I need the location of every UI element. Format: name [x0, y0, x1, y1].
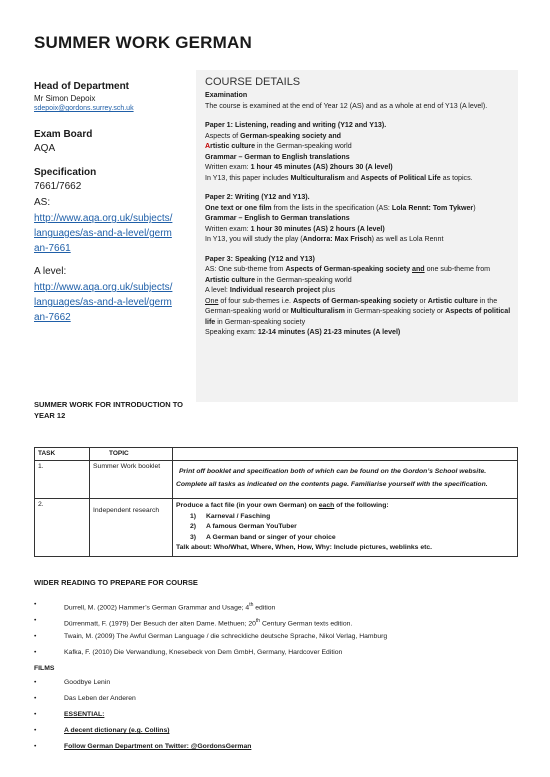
row1-description: Print off booklet and specification both of which can be found on the Gordon’s School website. Complete all tasks as indicated on the contents page. Familiarise yourself with the specification.: [173, 461, 518, 499]
list-item: 3) A German band or singer of your choice: [190, 533, 336, 541]
hod-email-link[interactable]: sdepoix@gordons.surrey.sch.uk: [34, 105, 134, 112]
paper2-line2: Grammar – English to German translations: [205, 214, 350, 222]
row2-number: 2.: [35, 499, 90, 557]
row1-topic: Summer Work booklet: [90, 461, 173, 499]
row1-number: 1.: [35, 461, 90, 499]
paper1-line4: Written exam: 1 hour 45 minutes (AS) 2hours 30 (A level): [205, 163, 393, 171]
col-desc-header: [173, 448, 518, 461]
paper1-title: Paper 1: Listening, reading and writing (Y12 and Y13).: [205, 121, 387, 129]
examination-heading: Examination: [205, 91, 248, 99]
left-column: [34, 80, 184, 325]
as-label: AS:: [34, 197, 51, 208]
exam-board-value: AQA: [34, 143, 56, 154]
list-item: • A decent dictionary (e.g. Collins): [34, 727, 170, 734]
summer-work-heading: SUMMER WORK FOR INTRODUCTION TO YEAR 12: [34, 400, 184, 420]
list-item: • Durrell, M. (2002) Hammer’s German Grammar and Usage; 4th edition: [34, 601, 276, 612]
table-header-row: [35, 448, 518, 461]
essential-label: ESSENTIAL:: [64, 711, 105, 718]
list-item: • ESSENTIAL:: [34, 711, 105, 718]
list-item: • Dürrenmatt, F. (1979) Der Besuch der alten Dame. Methuen; 20th Century German texts edition.: [34, 617, 353, 628]
paper1-line5: In Y13, this paper includes Multiculturalism and Aspects of Political Life as topics.: [205, 173, 473, 182]
films-heading: FILMS: [34, 665, 55, 672]
paper1-line2: Artistic culture in the German-speaking world: [205, 142, 352, 150]
reading-list: [34, 600, 518, 758]
paper3-line4: Speaking exam: 12-14 minutes (AS) 21-23 minutes (A level): [205, 328, 401, 336]
wider-reading-heading: WIDER READING TO PREPARE FOR COURSE: [34, 578, 198, 587]
course-details-body: [205, 90, 511, 338]
row2-description: [173, 499, 518, 557]
col-topic-header: TOPIC: [90, 448, 173, 461]
tasks-table: [34, 447, 518, 557]
paper3-line2: A level: Individual research project plus: [205, 286, 336, 294]
row2-intro: Produce a fact file (in your own German) on each of the following:: [176, 502, 389, 509]
list-item: • Twain, M. (2009) The Awful German Language / die schreckliche deutsche Sprache, Nikol Verlag, Hamburg: [34, 633, 388, 640]
specification-value: 7661/7662: [34, 181, 82, 192]
paper3-line3: One of four sub-themes i.e. Aspects of German-speaking society or Artistic culture in the German-speaking world or Multiculturalism in German-speaking society or Aspects of political life in German-speaking society: [205, 296, 511, 326]
course-details-heading: COURSE DETAILS: [205, 76, 301, 88]
row2-talk: Talk about: Who/What, Where, When, How, Why: Include pictures, weblinks etc.: [176, 544, 433, 551]
paper2-line3: Written exam: 1 hour 30 minutes (AS) 2 hours (A level): [205, 224, 385, 233]
list-item: • Das Leben der Anderen: [34, 695, 136, 702]
page-title: SUMMER WORK GERMAN: [34, 33, 252, 52]
paper2-line4: In Y13, you will study the play (Andorra: Max Frisch) as well as Lola Rennt: [205, 235, 444, 243]
alevel-label: A level:: [34, 266, 67, 277]
list-item: 1) Karneval / Fasching: [190, 512, 271, 520]
hod-name: Mr Simon Depoix: [34, 94, 96, 103]
course-details-box: [196, 70, 518, 402]
table-row: [35, 499, 518, 557]
paper2-line1: One text or one film from the lists in the specification (AS: Lola Rennt: Tom Tykwer): [205, 203, 476, 212]
exam-board-heading: Exam Board: [34, 129, 93, 140]
paper1-line1: Aspects of German-speaking society and: [205, 131, 342, 140]
list-item: 2) A famous German YouTuber: [190, 523, 297, 530]
as-spec-link[interactable]: http://www.aqa.org.uk/subjects/languages/as-and-a-level/german-7661: [34, 213, 173, 254]
list-item: • Goodbye Lenin: [34, 679, 111, 686]
row2-topic: Independent research: [90, 499, 173, 557]
hod-heading: Head of Department: [34, 81, 130, 92]
specification-heading: Specification: [34, 167, 97, 178]
alevel-spec-link[interactable]: http://www.aqa.org.uk/subjects/languages/as-and-a-level/german-7662: [34, 282, 173, 323]
paper3-title: Paper 3: Speaking (Y12 and Y13): [205, 254, 315, 263]
table-row: [35, 461, 518, 499]
list-item: • Kafka, F. (2010) Die Verwandlung, Knesebeck von Dem GmbH, Germany, Hardcover Edition: [34, 649, 343, 656]
paper2-title: Paper 2: Writing (Y12 and Y13).: [205, 193, 310, 201]
twitter-link[interactable]: • Follow German Department on Twitter: @GordonsGerman: [34, 743, 252, 750]
col-task-header: TASK: [35, 448, 90, 461]
paper3-line1: AS: One sub-theme from Aspects of German-speaking society and one sub-theme from Artistic culture in the German-speaking world: [205, 265, 491, 284]
paper1-line3: Grammar – German to English translations: [205, 152, 350, 161]
examination-text: The course is examined at the end of Year 12 (AS) and as a whole at end of Y13 (A level).: [205, 101, 488, 110]
